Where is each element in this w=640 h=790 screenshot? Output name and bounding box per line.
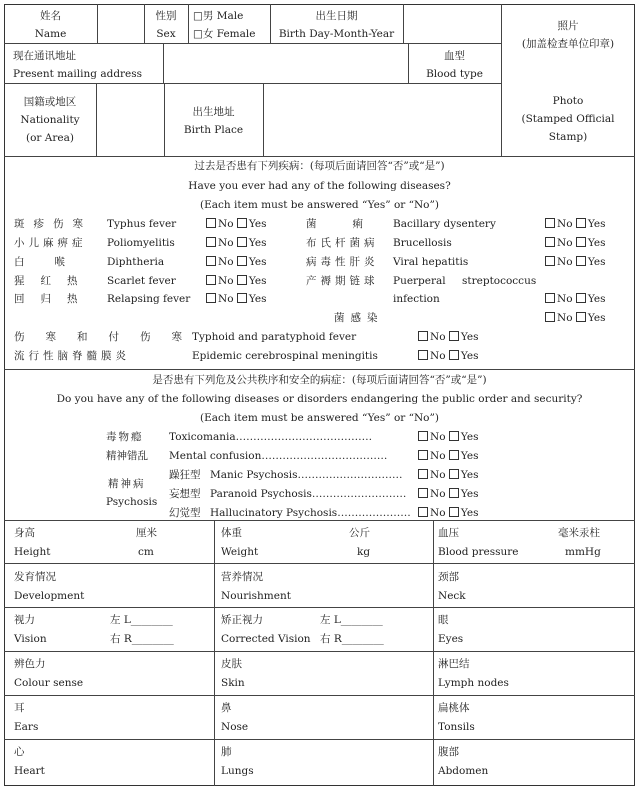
development-label-en: Development [14, 590, 85, 602]
answer-row: No Yes [418, 431, 478, 443]
diseases-title-en: Have you ever had any of the following diseases? [188, 180, 451, 192]
disorder-en: Mental confusion……………………………… [169, 450, 388, 462]
corrected-left-field[interactable]: 左 L________ [320, 614, 383, 626]
no-checkbox[interactable] [545, 312, 555, 322]
disease-en: Typhus fever [107, 218, 177, 230]
no-checkbox[interactable] [418, 331, 428, 341]
disease-en: Epidemic cerebrospinal meningitis [192, 350, 378, 362]
nose-label-zh: 鼻 [221, 702, 232, 714]
photo-label-zh: 照片 [557, 20, 579, 32]
kg-unit-en: kg [357, 546, 371, 558]
bp-label-zh: 血压 [438, 527, 459, 539]
corrected-right-field[interactable]: 右 R________ [320, 633, 384, 645]
nourishment-label-en: Nourishment [221, 590, 291, 602]
rule [96, 83, 97, 156]
yes-checkbox[interactable] [237, 293, 247, 303]
yes-checkbox[interactable] [237, 218, 247, 228]
sex-label-en: Sex [156, 28, 176, 40]
vision-left-field[interactable]: 左 L________ [110, 614, 173, 626]
rule [4, 369, 635, 370]
eyes-label-en: Eyes [438, 633, 464, 645]
neck-label-en: Neck [438, 590, 466, 602]
rule [4, 695, 635, 696]
rule [403, 4, 404, 44]
disorder-en: Toxicomania………………………………… [169, 431, 373, 443]
rule [164, 83, 165, 156]
rule [4, 563, 635, 564]
yes-checkbox[interactable] [449, 431, 459, 441]
answer-row: No Yes [206, 275, 266, 287]
yes-checkbox[interactable] [449, 331, 459, 341]
nation-label-en2: (or Area) [26, 132, 74, 144]
yes-checkbox[interactable] [449, 488, 459, 498]
disease-zh: 斑疹伤寒 [14, 218, 92, 230]
answer-row: No Yes [545, 237, 605, 249]
answer-row: No Yes [545, 312, 605, 324]
rule [4, 739, 635, 740]
vision-label-zh: 视力 [14, 614, 35, 626]
rule [4, 607, 635, 608]
disease-zh: 菌感染 [334, 312, 384, 324]
no-checkbox[interactable] [418, 469, 428, 479]
nose-label-en: Nose [221, 721, 249, 733]
weight-label-en: Weight [221, 546, 259, 558]
cm-unit-zh: 厘米 [136, 527, 157, 539]
photo-stamp-en: (Stamped Official [521, 113, 615, 125]
weight-label-zh: 体重 [221, 527, 242, 539]
disease-zh: 小儿麻痹症 [14, 237, 87, 249]
no-checkbox[interactable] [418, 488, 428, 498]
yes-checkbox[interactable] [237, 275, 247, 285]
nation-label-zh: 国籍或地区 [23, 96, 77, 108]
photo-stamp-zh: (加盖检查单位印章) [521, 38, 615, 50]
ears-label-zh: 耳 [14, 702, 25, 714]
yes-checkbox[interactable] [449, 450, 459, 460]
yes-checkbox[interactable] [449, 469, 459, 479]
sex-label-zh: 性别 [155, 10, 177, 22]
corrected-vision-label-zh: 矫正视力 [221, 614, 263, 626]
rule [97, 4, 98, 44]
disease-en: streptococcus [462, 275, 537, 287]
cm-unit-en: cm [138, 546, 154, 558]
heart-label-en: Heart [14, 765, 45, 777]
ears-label-en: Ears [14, 721, 39, 733]
disease-zh: 流行性脑脊髓膜炎 [14, 350, 130, 362]
disease-zh: 猩红热 [14, 275, 94, 287]
skin-label-zh: 皮肤 [221, 658, 242, 670]
mmhg-unit-zh: 毫米汞柱 [558, 527, 600, 539]
disease-en: Relapsing fever [107, 293, 191, 305]
name-label-zh: 姓名 [40, 10, 61, 22]
lungs-label-en: Lungs [221, 765, 254, 777]
birth-label-en: Birth Day-Month-Year [278, 28, 395, 40]
yes-checkbox[interactable] [576, 256, 586, 266]
photo-label-en: Photo [552, 95, 584, 107]
no-checkbox[interactable] [206, 218, 216, 228]
abdomen-label-zh: 腹部 [438, 746, 459, 758]
neck-label-zh: 颈部 [438, 571, 459, 583]
disorders-title-en: Do you have any of the following diseases or disorders endangering the public order and security? [56, 393, 583, 405]
disease-en: Diphtheria [107, 256, 165, 268]
disorders-note: (Each item must be answered “Yes” or “No”) [200, 412, 439, 424]
diseases-title-zh: 过去是否患有下列疾病：(每项后面请回答“否”或“是”) [194, 160, 445, 172]
height-label-zh: 身高 [14, 527, 35, 539]
no-checkbox[interactable] [545, 293, 555, 303]
vision-label-en: Vision [14, 633, 47, 645]
disorders-title-zh: 是否患有下列危及公共秩序和安全的病症：(每项后面请回答“否”或“是”) [152, 374, 487, 386]
birthplace-label-zh: 出生地址 [192, 106, 235, 118]
name-label-en: Name [34, 28, 67, 40]
disease-zh: 产褥期链球 [306, 275, 379, 287]
diseases-note: (Each item must be answered “Yes” or “No”) [200, 199, 439, 211]
rule [4, 83, 501, 84]
disease-zh: 白喉 [14, 256, 95, 268]
no-checkbox[interactable] [418, 450, 428, 460]
no-checkbox[interactable] [418, 431, 428, 441]
disorder-zh: 幻觉型 [169, 507, 201, 519]
answer-row: No Yes [206, 237, 266, 249]
nation-label-en: Nationality [20, 114, 80, 126]
no-checkbox[interactable] [206, 275, 216, 285]
yes-checkbox[interactable] [576, 237, 586, 247]
female-checkbox[interactable]: □女 Female [193, 28, 256, 40]
height-label-en: Height [14, 546, 51, 558]
disease-zh: 菌痢 [306, 218, 399, 230]
yes-checkbox[interactable] [576, 218, 586, 228]
answer-row: No Yes [206, 256, 266, 268]
disorder-zh: 妄想型 [169, 488, 201, 500]
tonsils-label-en: Tonsils [438, 721, 475, 733]
answer-row: No Yes [206, 293, 266, 305]
answer-row: No Yes [418, 331, 478, 343]
rule [214, 520, 215, 786]
disease-en: Typhoid and paratyphoid fever [192, 331, 357, 343]
birth-label-zh: 出生日期 [315, 10, 358, 22]
answer-row: No Yes [418, 350, 478, 362]
answer-row: No Yes [418, 507, 478, 519]
abdomen-label-en: Abdomen [438, 765, 489, 777]
rule [163, 43, 164, 83]
address-label-en: Present mailing address [13, 68, 143, 80]
answer-row: No Yes [418, 488, 478, 500]
no-checkbox[interactable] [206, 293, 216, 303]
answer-row: No Yes [418, 469, 478, 481]
no-checkbox[interactable] [418, 350, 428, 360]
disease-en: Poliomyelitis [107, 237, 175, 249]
disease-en: Bacillary dysentery [393, 218, 496, 230]
heart-label-zh: 心 [14, 746, 25, 758]
disorder-en: Psychosis [106, 496, 158, 508]
mmhg-unit-en: mmHg [565, 546, 601, 558]
kg-unit-zh: 公斤 [349, 527, 370, 539]
disorder-en: Manic Psychosis………………………… [210, 469, 403, 481]
eyes-label-zh: 眼 [438, 614, 449, 626]
blood-label-zh: 血型 [444, 50, 465, 62]
rule [4, 43, 501, 44]
development-label-zh: 发育情况 [14, 571, 56, 583]
corrected-vision-label-en: Corrected Vision [221, 633, 311, 645]
disease-en: Puerperal [393, 275, 446, 287]
vision-right-field[interactable]: 右 R________ [110, 633, 174, 645]
answer-row: No Yes [545, 218, 605, 230]
colour-label-en: Colour sense [14, 677, 84, 689]
disease-en: Scarlet fever [107, 275, 176, 287]
answer-row: No Yes [545, 293, 605, 305]
answer-row: No Yes [545, 256, 605, 268]
answer-row: No Yes [418, 450, 478, 462]
yes-checkbox[interactable] [449, 507, 459, 517]
disorder-en: Paranoid Psychosis……………………… [210, 488, 407, 500]
male-checkbox[interactable]: □男 Male [193, 10, 244, 22]
no-checkbox[interactable] [545, 256, 555, 266]
no-checkbox[interactable] [545, 218, 555, 228]
disease-zh: 伤寒和付伤寒 [14, 331, 203, 343]
disease-zh: 布氏杆菌病 [306, 237, 379, 249]
disease-en: infection [393, 293, 440, 305]
yes-checkbox[interactable] [576, 293, 586, 303]
disease-en: Viral hepatitis [393, 256, 469, 268]
rule [4, 520, 635, 521]
rule [263, 83, 264, 156]
lungs-label-zh: 肺 [221, 746, 232, 758]
lymph-label-en: Lymph nodes [438, 677, 509, 689]
colour-label-zh: 辨色力 [14, 658, 46, 670]
address-label-zh: 现在通讯地址 [13, 50, 76, 62]
rule [433, 520, 434, 786]
disease-en: Brucellosis [393, 237, 452, 249]
disorder-zh: 躁狂型 [169, 469, 201, 481]
disorder-zh: 精神错乱 [106, 450, 148, 462]
nourishment-label-zh: 营养情况 [221, 571, 263, 583]
lymph-label-zh: 淋巴结 [438, 658, 470, 670]
no-checkbox[interactable] [418, 507, 428, 517]
blood-label-en: Blood type [426, 68, 483, 80]
disorder-zh: 毒物瘾 [106, 431, 144, 443]
rule [188, 4, 189, 44]
yes-checkbox[interactable] [449, 350, 459, 360]
yes-checkbox[interactable] [576, 312, 586, 322]
yes-checkbox[interactable] [237, 256, 247, 266]
rule [4, 156, 635, 157]
no-checkbox[interactable] [206, 256, 216, 266]
disorder-zh: 精神病 [108, 478, 146, 490]
answer-row: No Yes [206, 218, 266, 230]
photo-stamp-en2: Stamp) [548, 131, 588, 143]
no-checkbox[interactable] [206, 237, 216, 247]
rule [4, 651, 635, 652]
birthplace-label-en: Birth Place [183, 124, 244, 136]
no-checkbox[interactable] [545, 237, 555, 247]
yes-checkbox[interactable] [237, 237, 247, 247]
disorder-en: Hallucinatory Psychosis………………… [210, 507, 411, 519]
skin-label-en: Skin [221, 677, 245, 689]
bp-label-en: Blood pressure [438, 546, 519, 558]
tonsils-label-zh: 扁桃体 [438, 702, 470, 714]
disease-zh: 病毒性肝炎 [306, 256, 379, 268]
disease-zh: 回归热 [14, 293, 94, 305]
